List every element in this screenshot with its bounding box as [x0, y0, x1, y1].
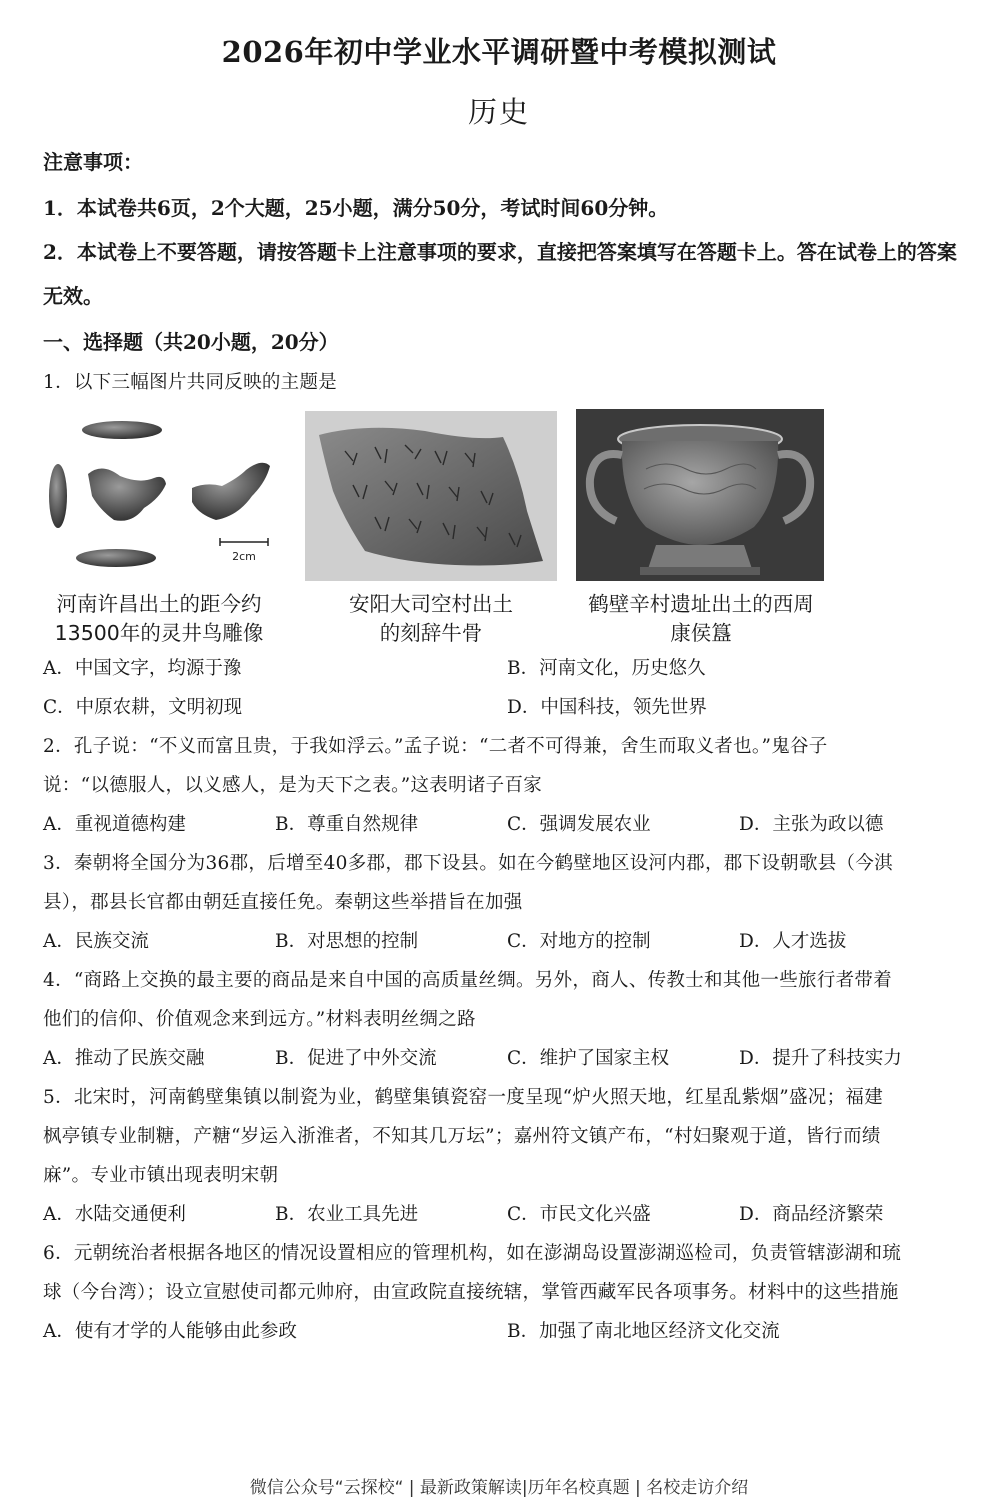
q3-option-a: A．民族交流 [43, 931, 149, 952]
q3-option-c: C．对地方的控制 [507, 931, 651, 952]
footer-banner: 微信公众号“云探校“ | 最新政策解读|历年名校真题 | 名校走访介绍 [249, 1478, 749, 1498]
exam-title: 2026年初中学业水平调研暨中考模拟测试 [221, 35, 777, 69]
q2-option-d: D．主张为政以德 [739, 814, 884, 835]
q4-option-c: C．维护了国家主权 [507, 1048, 670, 1069]
q5-option-b: B．农业工具先进 [275, 1204, 419, 1225]
section-heading: 一、选择题（共20小题，20分） [43, 330, 339, 354]
q3-option-b: B．对思想的控制 [275, 931, 419, 952]
q6-stem-line2: 球（今台湾）；设立宣慰使司都元帅府，由宣政院直接统辖，掌管西藏军民各项事务。材料中的这些措施 [43, 1282, 899, 1303]
notice-heading: 注意事项： [43, 150, 143, 174]
q5-stem-line1: 5．北宋时，河南鹤壁集镇以制瓷为业，鹤壁集镇瓷窑一度呈现“炉火照天地，红星乱紫烟”盛况；福建 [43, 1087, 883, 1108]
image2-caption [305, 590, 557, 648]
q2-option-c: C．强调发展农业 [507, 814, 651, 835]
bird-figurine-image [40, 412, 280, 582]
notice-item-2: 2．本试卷上不要答题，请按答题卡上注意事项的要求，直接把答案填写在答题卡上。答在试卷上的答案无效。 [43, 240, 957, 308]
image1-caption [36, 590, 282, 648]
image2-caption-line2: 的刻辞牛骨 [379, 621, 483, 645]
q5-stem-line2: 枫亭镇专业制糖，产糖“岁运入浙淮者，不知其几万坛”；嘉州符文镇产布，“村妇聚观于道，皆行而绩 [43, 1126, 881, 1147]
image3-caption [570, 590, 832, 648]
q1-option-b: B．河南文化，历史悠久 [507, 658, 706, 679]
q1-option-c: C．中原农耕，文明初现 [43, 697, 243, 718]
image3-caption-line2: 康侯簋 [670, 621, 732, 645]
image3-caption-line1: 鹤壁辛村遗址出土的西周 [588, 592, 814, 616]
q4-stem-line2: 他们的信仰、价值观念来到远方。”材料表明丝绸之路 [43, 1009, 476, 1030]
q2-stem-line2: 说：“以德服人，以义感人，是为天下之表。”这表明诸子百家 [43, 775, 543, 796]
scale-label: 2cm [232, 550, 256, 563]
q4-option-d: D．提升了科技实力 [739, 1048, 902, 1069]
q1-stem: 1．以下三幅图片共同反映的主题是 [43, 372, 338, 393]
q5-option-c: C．市民文化兴盛 [507, 1204, 651, 1225]
q3-option-d: D．人才选拔 [739, 931, 847, 952]
oracle-bone-image [305, 411, 557, 581]
q4-option-a: A．推动了民族交融 [43, 1048, 205, 1069]
q6-option-a: A．使有才学的人能够由此参政 [43, 1321, 297, 1342]
image2-caption-line1: 安阳大司空村出土 [349, 592, 513, 616]
q3-stem-line1: 3．秦朝将全国分为36郡，后增至40多郡，郡下设县。如在今鹤壁地区设河内郡，郡下设朝歌县（今淇 [43, 853, 893, 874]
q5-option-d: D．商品经济繁荣 [739, 1204, 884, 1225]
subject-title: 历史 [467, 95, 530, 129]
q1-option-d: D．中国科技，领先世界 [507, 697, 707, 718]
q6-option-b: B．加强了南北地区经济文化交流 [507, 1321, 780, 1342]
q5-option-a: A．水陆交通便利 [43, 1204, 186, 1225]
image1-caption-line2: 13500年的灵井鸟雕像 [54, 621, 264, 645]
bronze-gui-image [576, 409, 824, 581]
q1-option-a: A．中国文字，均源于豫 [43, 658, 242, 679]
notice-item-1: 1．本试卷共6页，2个大题，25小题，满分50分，考试时间60分钟。 [43, 196, 669, 220]
q5-stem-line3: 麻”。专业市镇出现表明宋朝 [43, 1165, 279, 1186]
q4-stem-line1: 4．“商路上交换的最主要的商品是来自中国的高质量丝绸。另外，商人、传教士和其他一些旅行者带着 [43, 970, 893, 991]
q2-option-a: A．重视道德构建 [43, 814, 186, 835]
q2-stem-line1: 2．孔子说：“不义而富且贵，于我如浮云。”孟子说：“二者不可得兼，舍生而取义者也。”鬼谷子 [43, 736, 828, 757]
q2-option-b: B．尊重自然规律 [275, 814, 419, 835]
q6-stem-line1: 6．元朝统治者根据各地区的情况设置相应的管理机构，如在澎湖岛设置澎湖巡检司，负责管辖澎湖和琉 [43, 1243, 902, 1264]
image1-caption-line1: 河南许昌出土的距今约 [56, 592, 262, 616]
q3-stem-line2: 县），郡县长官都由朝廷直接任免。秦朝这些举措旨在加强 [43, 892, 523, 913]
q4-option-b: B．促进了中外交流 [275, 1048, 437, 1069]
